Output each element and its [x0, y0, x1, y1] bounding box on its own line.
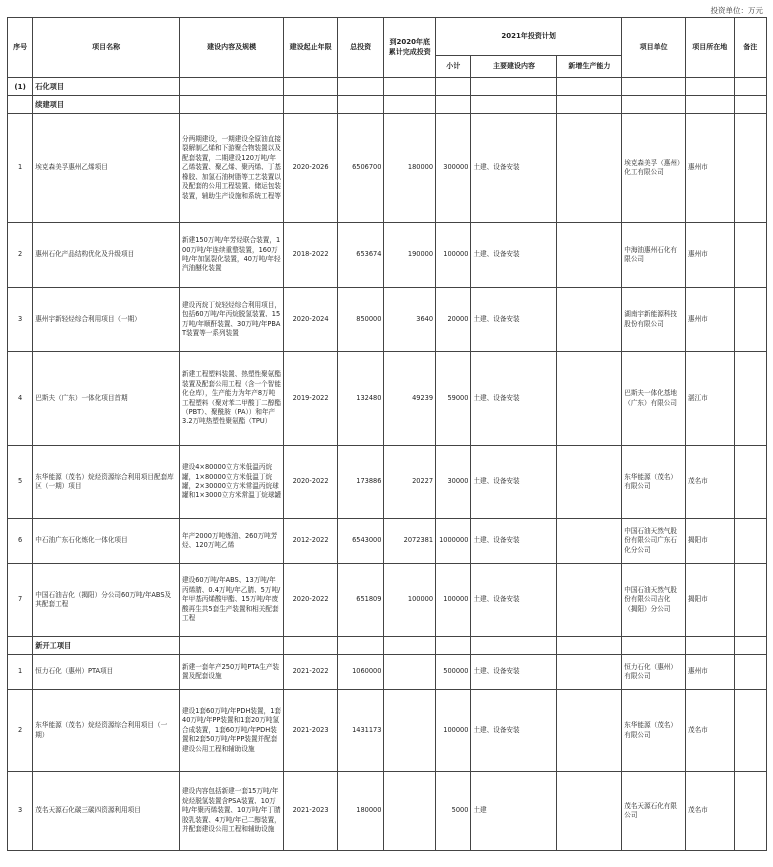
- cell-remark: [734, 446, 766, 519]
- cell-seq: 3: [8, 288, 33, 352]
- cell-name: 中石油广东石化炼化一体化项目: [33, 519, 180, 564]
- header-remark: 备注: [734, 18, 766, 78]
- cell-seq: 5: [8, 446, 33, 519]
- cell-location: 惠州市: [685, 288, 734, 352]
- cell-company: 埃克森美孚（惠州）化工有限公司: [622, 114, 686, 223]
- cell-subtotal: 20000: [436, 288, 471, 352]
- subsection-title: 新开工项目: [33, 637, 180, 655]
- header-name: 项目名称: [33, 18, 180, 78]
- cell-content: 建设60万吨/年ABS、13万吨/年丙烯腈、0.4万吨/年乙腈、5万吨/年甲基丙烯酸甲酯、15万吨/年废酸再生共5套生产装置和相关配套工程: [180, 564, 284, 637]
- cell-company: 茂名天源石化有限公司: [622, 772, 686, 851]
- empty-cell: [734, 637, 766, 655]
- cell-capacity: [557, 352, 622, 446]
- cell-main: 土建、设备安装: [471, 352, 557, 446]
- header-company: 项目单位: [622, 18, 686, 78]
- cell-remark: [734, 223, 766, 288]
- cell-period: 2021-2023: [284, 690, 338, 772]
- cell-capacity: [557, 223, 622, 288]
- cell-total: 850000: [337, 288, 384, 352]
- header-period: 建设起止年限: [284, 18, 338, 78]
- cell-completed: 190000: [384, 223, 436, 288]
- cell-name: 埃克森美孚惠州乙烯项目: [33, 114, 180, 223]
- empty-cell: [337, 96, 384, 114]
- cell-total: 6506700: [337, 114, 384, 223]
- cell-subtotal: 30000: [436, 446, 471, 519]
- section-title: 石化项目: [33, 78, 180, 96]
- cell-seq: 2: [8, 223, 33, 288]
- cell-location: 茂名市: [685, 690, 734, 772]
- cell-subtotal: 100000: [436, 690, 471, 772]
- cell-company: 巴斯夫一体化基地（广东）有限公司: [622, 352, 686, 446]
- cell-main: 土建、设备安装: [471, 446, 557, 519]
- empty-cell: [284, 78, 338, 96]
- cell-completed: 100000: [384, 564, 436, 637]
- section-row: [8, 78, 767, 96]
- cell-period: 2021-2022: [284, 655, 338, 690]
- table-row: [8, 564, 767, 637]
- cell-total: 132480: [337, 352, 384, 446]
- cell-period: 2020-2026: [284, 114, 338, 223]
- header-main-content: 主要建设内容: [471, 56, 557, 78]
- header-subtotal: 小计: [436, 56, 471, 78]
- empty-cell: [734, 96, 766, 114]
- cell-content: 新建工程塑料装置、热塑性聚氨酯装置及配套公用工程（含一个智能化仓库），生产能力为年产8万吨工程塑料（聚对苯二甲酸丁二醇酯（PBT）、聚酰胺（PA））和年产3.2万吨热塑性聚氨酯（TPU）: [180, 352, 284, 446]
- header-location: 项目所在地: [685, 18, 734, 78]
- cell-completed: 2072381: [384, 519, 436, 564]
- cell-subtotal: 100000: [436, 223, 471, 288]
- header-content: 建设内容及规模: [180, 18, 284, 78]
- cell-main: 土建、设备安装: [471, 655, 557, 690]
- cell-location: 惠州市: [685, 655, 734, 690]
- cell-total: 651809: [337, 564, 384, 637]
- cell-content: 年产2000万吨炼油、260万吨芳烃、120万吨乙烯: [180, 519, 284, 564]
- cell-location: 揭阳市: [685, 564, 734, 637]
- section-seq: (1): [8, 78, 33, 96]
- header-new-capacity: 新增生产能力: [557, 56, 622, 78]
- cell-remark: [734, 564, 766, 637]
- table-row: [8, 352, 767, 446]
- cell-capacity: [557, 446, 622, 519]
- cell-subtotal: 100000: [436, 564, 471, 637]
- cell-completed: [384, 690, 436, 772]
- cell-completed: 3640: [384, 288, 436, 352]
- cell-capacity: [557, 655, 622, 690]
- cell-subtotal: 500000: [436, 655, 471, 690]
- subsection-row: [8, 96, 767, 114]
- empty-cell: [384, 637, 436, 655]
- cell-seq: 1: [8, 114, 33, 223]
- cell-seq: 2: [8, 690, 33, 772]
- empty-cell: [622, 96, 686, 114]
- header-total: 总投资: [337, 18, 384, 78]
- cell-location: 茂名市: [685, 446, 734, 519]
- cell-completed: [384, 772, 436, 851]
- cell-seq: 7: [8, 564, 33, 637]
- cell-company: 中海油惠州石化有限公司: [622, 223, 686, 288]
- empty-cell: [622, 637, 686, 655]
- cell-company: 恒力石化（惠州）有限公司: [622, 655, 686, 690]
- cell-capacity: [557, 772, 622, 851]
- cell-completed: 49239: [384, 352, 436, 446]
- cell-location: 揭阳市: [685, 519, 734, 564]
- cell-remark: [734, 772, 766, 851]
- cell-remark: [734, 690, 766, 772]
- cell-content: 分两期建设，一期建设全原油直接裂解制乙烯和下游聚合物装置以及配套装置，二期建设120万吨/年乙烯装置、聚乙烯、聚丙烯、丁基橡胶、加氢石油树脂等工艺装置以及配套的公用工程装置、储运包装装置，辅助生产设施和系统工程等: [180, 114, 284, 223]
- cell-total: 653674: [337, 223, 384, 288]
- cell-company: 东华能源（茂名）有限公司: [622, 690, 686, 772]
- empty-cell: [557, 637, 622, 655]
- cell-capacity: [557, 690, 622, 772]
- table-body: [8, 78, 767, 851]
- empty-cell: [557, 78, 622, 96]
- empty-cell: [471, 96, 557, 114]
- subsection-row: [8, 637, 767, 655]
- empty-cell: [436, 637, 471, 655]
- cell-company: 湖南宇新能源科技股份有限公司: [622, 288, 686, 352]
- cell-name: 惠州石化产品结构优化及升级项目: [33, 223, 180, 288]
- table-row: [8, 288, 767, 352]
- cell-total: 6543000: [337, 519, 384, 564]
- table-row: [8, 772, 767, 851]
- empty-cell: [337, 637, 384, 655]
- cell-location: 惠州市: [685, 114, 734, 223]
- cell-main: 土建、设备安装: [471, 690, 557, 772]
- empty-cell: [557, 96, 622, 114]
- cell-name: 中国石油吉化（揭阳）分公司60万吨/年ABS及其配套工程: [33, 564, 180, 637]
- cell-name: 茂名天源石化碳三碳四资源利用项目: [33, 772, 180, 851]
- cell-company: 中国石油天然气股份有限公司吉化（揭阳）分公司: [622, 564, 686, 637]
- cell-total: 173886: [337, 446, 384, 519]
- cell-main: 土建、设备安装: [471, 519, 557, 564]
- cell-name: 东华能源（茂名）烷烃资源综合利用项目配套库区（一期）项目: [33, 446, 180, 519]
- cell-name: 恒力石化（惠州）PTA项目: [33, 655, 180, 690]
- table-row: [8, 690, 767, 772]
- table-row: [8, 223, 767, 288]
- cell-capacity: [557, 114, 622, 223]
- cell-company: 东华能源（茂名）有限公司: [622, 446, 686, 519]
- cell-remark: [734, 352, 766, 446]
- empty-cell: [622, 78, 686, 96]
- cell-seq: 4: [8, 352, 33, 446]
- table-row: [8, 446, 767, 519]
- cell-location: 惠州市: [685, 223, 734, 288]
- header-row-1: [8, 18, 767, 56]
- cell-capacity: [557, 288, 622, 352]
- cell-completed: [384, 655, 436, 690]
- cell-content: 新建150万吨/年芳烃联合装置，100万吨/年连续重整装置，160万吨/年加氢裂化装置，40万吨/年轻汽油醚化装置: [180, 223, 284, 288]
- unit-note: 投资单位：万元: [710, 6, 763, 15]
- cell-capacity: [557, 564, 622, 637]
- empty-cell: [384, 78, 436, 96]
- cell-total: 180000: [337, 772, 384, 851]
- cell-remark: [734, 288, 766, 352]
- cell-subtotal: 1000000: [436, 519, 471, 564]
- cell-period: 2012-2022: [284, 519, 338, 564]
- empty-cell: [284, 96, 338, 114]
- empty-cell: [384, 96, 436, 114]
- empty-cell: [436, 96, 471, 114]
- cell-main: 土建、设备安装: [471, 564, 557, 637]
- empty-cell: [471, 78, 557, 96]
- cell-remark: [734, 655, 766, 690]
- cell-period: 2018-2022: [284, 223, 338, 288]
- cell-main: 土建、设备安装: [471, 114, 557, 223]
- header-seq: 序号: [8, 18, 33, 78]
- empty-cell: [180, 96, 284, 114]
- cell-location: 茂名市: [685, 772, 734, 851]
- cell-capacity: [557, 519, 622, 564]
- table-row: [8, 655, 767, 690]
- empty-cell: [734, 78, 766, 96]
- cell-period: 2020-2022: [284, 564, 338, 637]
- cell-completed: 20227: [384, 446, 436, 519]
- cell-total: 1060000: [337, 655, 384, 690]
- cell-period: 2020-2024: [284, 288, 338, 352]
- cell-main: 土建、设备安装: [471, 288, 557, 352]
- table-row: [8, 114, 767, 223]
- cell-name: 东华能源（茂名）烷烃资源综合利用项目（一期）: [33, 690, 180, 772]
- empty-cell: [180, 78, 284, 96]
- cell-seq: 1: [8, 655, 33, 690]
- empty-cell: [284, 637, 338, 655]
- cell-content: 新建一套年产250万吨PTA生产装置及配套设施: [180, 655, 284, 690]
- subsection-title: 续建项目: [33, 96, 180, 114]
- empty-cell: [685, 96, 734, 114]
- cell-seq: 6: [8, 519, 33, 564]
- header-completed: 到2020年底累计完成投资: [384, 18, 436, 78]
- cell-main: 土建、设备安装: [471, 223, 557, 288]
- cell-content: 建设1套60万吨/年PDH装置，1套40万吨/年PP装置和1套20万吨氢合成装置，1套60万吨/年PDH装置和2套50万吨/年PP装置并配套建设公用工程和辅助设施: [180, 690, 284, 772]
- empty-cell: [337, 78, 384, 96]
- cell-main: 土建: [471, 772, 557, 851]
- cell-remark: [734, 519, 766, 564]
- cell-total: 1431173: [337, 690, 384, 772]
- cell-subtotal: 5000: [436, 772, 471, 851]
- cell-period: 2020-2022: [284, 446, 338, 519]
- cell-seq: 3: [8, 772, 33, 851]
- cell-content: 建设丙烷丁烷轻烃综合利用项目，包括60万吨/年丙烷脱氢装置、15万吨/年顺酐装置、30万吨/年PBAT装置等一系列装置: [180, 288, 284, 352]
- empty-cell: [8, 96, 33, 114]
- empty-cell: [471, 637, 557, 655]
- empty-cell: [180, 637, 284, 655]
- cell-name: 巴斯夫（广东）一体化项目首期: [33, 352, 180, 446]
- cell-location: 湛江市: [685, 352, 734, 446]
- cell-company: 中国石油天然气股份有限公司广东石化分公司: [622, 519, 686, 564]
- empty-cell: [8, 637, 33, 655]
- empty-cell: [685, 78, 734, 96]
- cell-period: 2019-2022: [284, 352, 338, 446]
- cell-subtotal: 300000: [436, 114, 471, 223]
- cell-completed: 180000: [384, 114, 436, 223]
- header-plan2021: 2021年投资计划: [436, 18, 622, 56]
- cell-subtotal: 59000: [436, 352, 471, 446]
- investment-plan-table: [7, 17, 767, 851]
- cell-period: 2021-2023: [284, 772, 338, 851]
- empty-cell: [685, 637, 734, 655]
- cell-content: 建设4×80000立方米低温丙烷罐，1×80000立方米低温丁烷罐，2×30000立方米常温丙烷球罐和1×3000立方米常温丁烷球罐: [180, 446, 284, 519]
- empty-cell: [436, 78, 471, 96]
- table-row: [8, 519, 767, 564]
- cell-content: 建设内容包括新建一套15万吨/年烷烃脱氢装置含PSA装置、10万吨/年聚丙烯装置、10万吨/年丁腈胶乳装置、4万吨/年己二醇装置，并配套建设公用工程和辅助设施: [180, 772, 284, 851]
- cell-remark: [734, 114, 766, 223]
- cell-name: 惠州宇新轻烃综合利用项目（一期）: [33, 288, 180, 352]
